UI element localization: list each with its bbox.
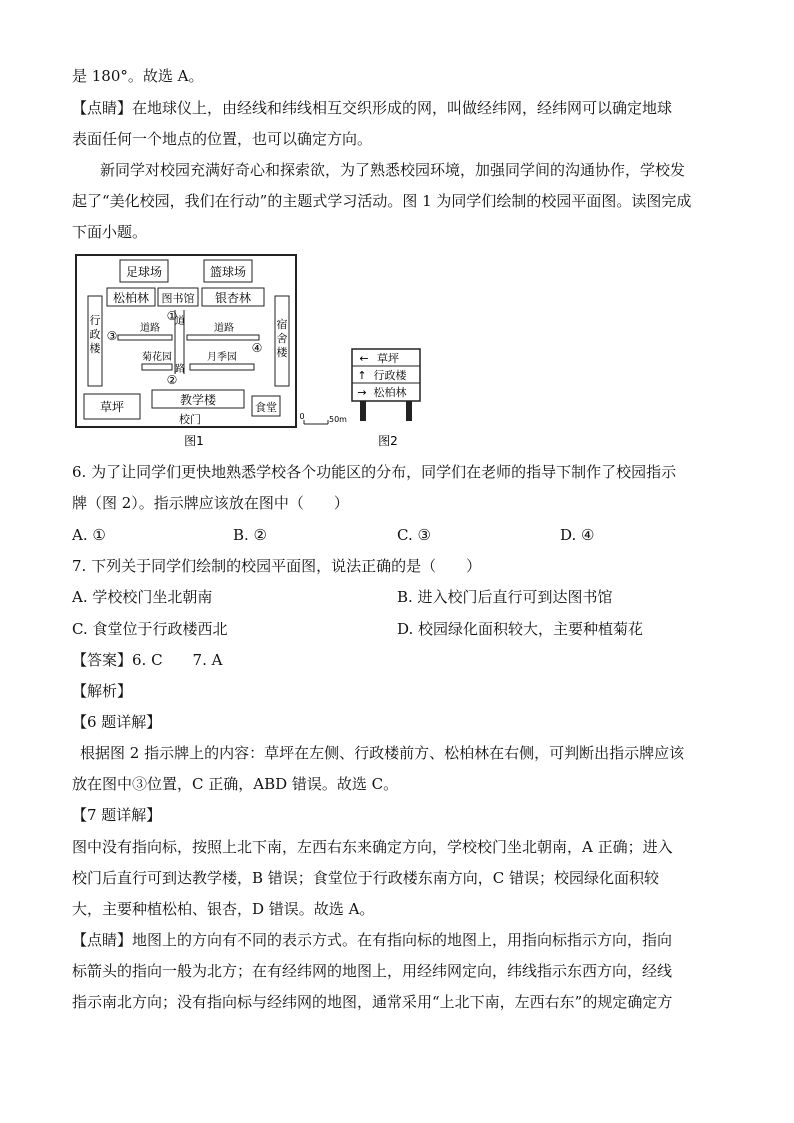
road-horizontal-left [118, 335, 172, 340]
answer-line: 【答案】6. C 7. A [72, 651, 223, 669]
arrow-left-icon: ← [359, 352, 369, 365]
basketball-label: 篮球场 [209, 265, 247, 279]
arrow-right-icon: → [357, 386, 367, 399]
arrow-up-icon: ↑ [357, 369, 367, 382]
chrysanthemum-garden [142, 364, 172, 370]
admin-label: 行政楼 [89, 314, 101, 355]
q7-detail-line-2: 校门后直行可到达教学楼，B 错误；食堂位于行政楼东南方向，C 错误；校园绿化面积较 [72, 869, 660, 887]
sign-post-left [360, 401, 366, 421]
marker-3: ③ [106, 329, 118, 343]
campus-map-figure [72, 252, 372, 452]
text-line: 表面任何一个地点的位置，也可以确定方向。 [72, 130, 373, 148]
q6-option-a: A. ① [72, 526, 106, 544]
text-line: 【点睛】在地球仪上，由经线和纬线相互交织形成的网，叫做经纬网，经纬网可以确定地球 [72, 99, 673, 117]
marker-1: ① [166, 309, 178, 323]
q6-option-b: B. ② [233, 526, 268, 544]
signpost-figure [348, 345, 428, 452]
q6-option-d: D. ④ [560, 526, 595, 544]
tip-line-3: 指示南北方向；没有指向标与经纬网的地图，通常采用“上北下南，左西右东”的规定确定方 [72, 993, 673, 1011]
q7-option-c: C. 食堂位于行政楼西北 [72, 620, 228, 638]
rose-label: 月季园 [207, 352, 237, 363]
tip-line-1: 【点睛】地图上的方向有不同的表示方式。在有指向标的地图上，用指向标指示方向，指向 [72, 931, 673, 949]
road-horizontal-right [187, 335, 259, 340]
analysis-heading: 【解析】 [72, 682, 133, 700]
q6-option-c: C. ③ [397, 526, 431, 544]
road-left-label: 道路 [140, 323, 160, 334]
football-label: 足球场 [125, 265, 163, 279]
library-label: 图书馆 [161, 292, 195, 305]
q7-option-a: A. 学校校门坐北朝南 [72, 588, 213, 606]
road-vertical-label: 道路 [175, 316, 185, 375]
admin-building [88, 296, 102, 386]
scale-zero: 0 [299, 412, 305, 421]
gate-label: 校门 [179, 413, 201, 426]
q7-option-d: D. 校园绿化面积较大，主要种植菊花 [397, 620, 644, 638]
road-right-label: 道路 [214, 323, 234, 334]
chrysanthemum-label: 菊花园 [142, 352, 172, 363]
sign-post-right [406, 401, 412, 421]
q7-detail-line-1: 图中没有指向标，按照上北下南，左西右东来确定方向，学校校门坐北朝南，A 正确；进入 [72, 838, 673, 856]
text-line: 下面小题。 [72, 223, 148, 241]
sign-row-2: 行政楼 [373, 369, 407, 382]
canteen-label: 食堂 [255, 401, 277, 414]
figure-2-caption: 图2 [378, 434, 398, 448]
rose-garden [190, 364, 254, 370]
dorm-label: 宿舍楼 [276, 318, 288, 359]
q7-detail-heading: 【7 题详解】 [72, 806, 162, 824]
q6-detail-line-1: 根据图 2 指示牌上的内容：草坪在左侧、行政楼前方、松柏林在右侧，可判断出指示牌应该 [80, 744, 685, 762]
marker-2: ② [166, 373, 178, 387]
marker-4: ④ [251, 341, 263, 355]
sign-row-3: 松柏林 [373, 386, 407, 399]
q6-detail-heading: 【6 题详解】 [72, 713, 162, 731]
question-6-line-1: 6. 为了让同学们更快地熟悉学校各个功能区的分布，同学们在老师的指导下制作了校园指示 [72, 463, 677, 481]
scale-fifty: 50m [329, 415, 347, 424]
text-line: 是 180°。故选 A。 [72, 67, 204, 85]
pine-label: 松柏林 [112, 291, 150, 305]
q6-detail-line-2: 放在图中③位置，C 正确，ABD 错误。故选 C。 [72, 775, 399, 793]
q7-option-b: B. 进入校门后直行可到达图书馆 [397, 588, 613, 606]
lawn-label: 草坪 [99, 400, 125, 414]
text-line: 起了“美化校园，我们在行动”的主题式学习活动。图 1 为同学们绘制的校园平面图。读图完成 [72, 192, 692, 210]
figure-1-caption: 图1 [184, 434, 204, 448]
sign-row-1: 草坪 [377, 352, 399, 365]
question-7: 7. 下列关于同学们绘制的校园平面图，说法正确的是（ ） [72, 557, 482, 575]
question-6-line-2: 牌（图 2）。指示牌应该放在图中（ ） [72, 494, 349, 512]
teaching-label: 教学楼 [179, 393, 217, 407]
ginkgo-label: 银杏林 [214, 291, 252, 305]
q7-detail-line-3: 大，主要种植松柏、银杏，D 错误。故选 A。 [72, 900, 375, 918]
text-line: 新同学对校园充满好奇心和探索欲，为了熟悉校园环境，加强同学间的沟通协作，学校发 [100, 161, 686, 179]
tip-line-2: 标箭头的指向一般为北方；在有经纬网的地图上，用经纬网定向，纬线指示东西方向，经线 [72, 962, 673, 980]
